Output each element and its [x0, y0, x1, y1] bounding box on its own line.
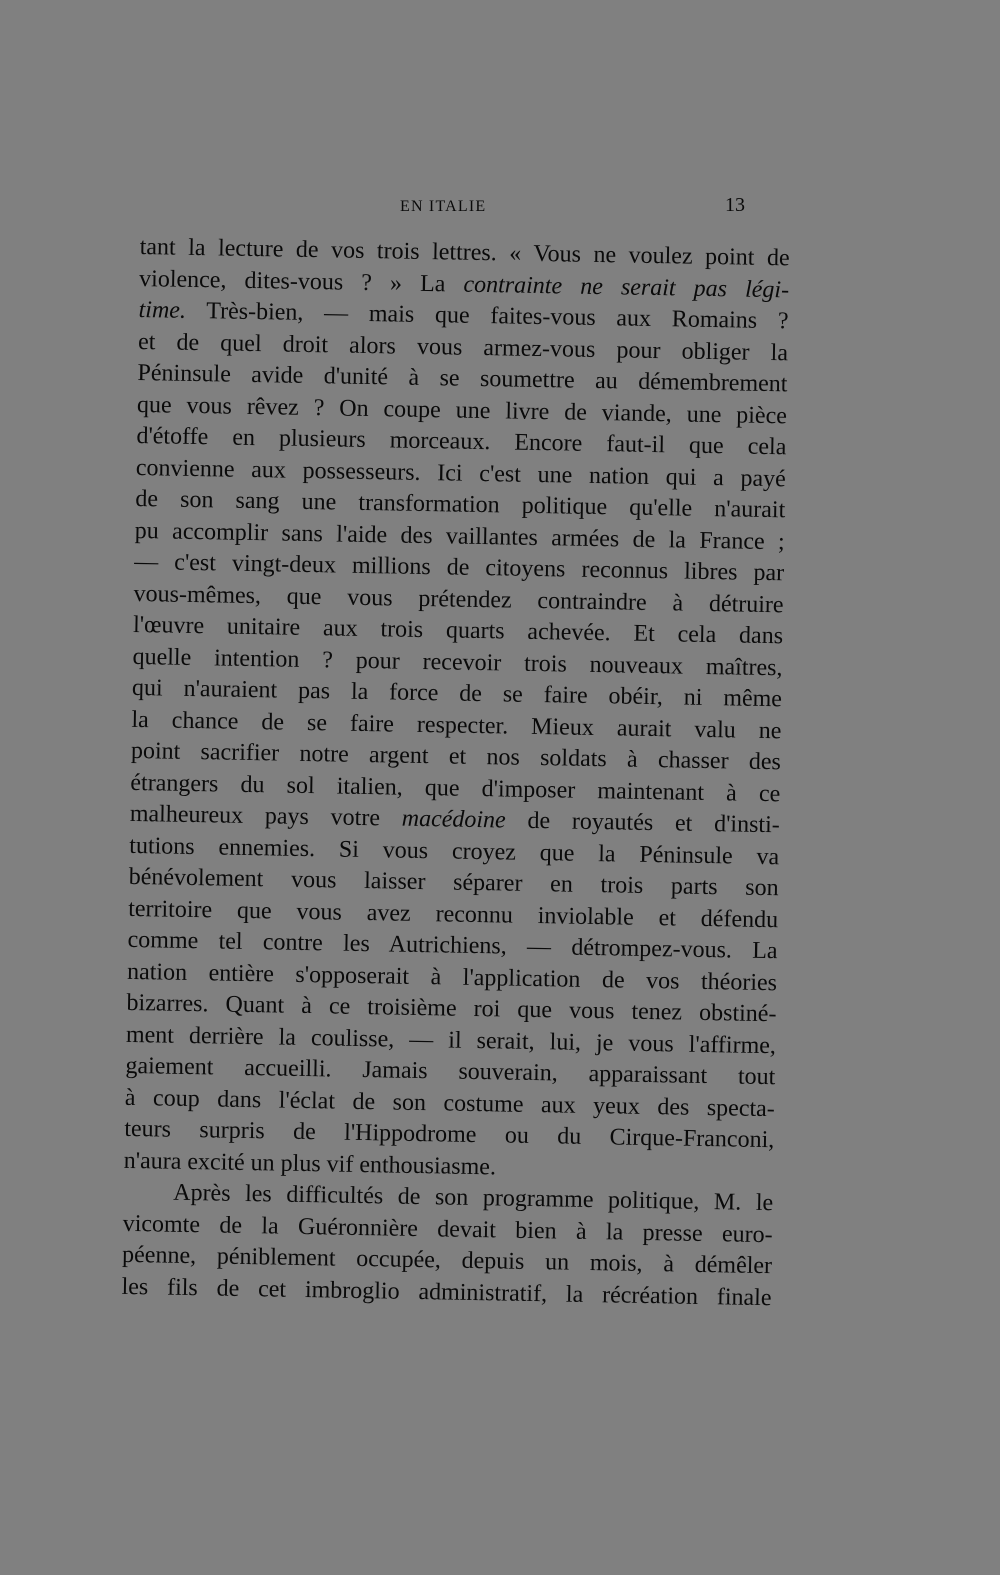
text-run: comme tel contre les Autrichiens, — détrompez-vous. La — [127, 926, 778, 965]
text-run: étrangers du sol italien, que d'imposer maintenant à ce — [130, 769, 781, 807]
text-run: pu accomplir sans l'aide des vaillantes armées de la France ; — [134, 517, 785, 555]
text-run: Péninsule avide d'unité à se soumettre au démembrement — [137, 359, 788, 398]
running-head — [145, 196, 745, 220]
text-run: Très-bien, — mais que faites-vous aux Romains ? — [185, 297, 789, 335]
text-run: péenne, péniblement occupée, depuis un mois, à démêler — [121, 1241, 773, 1280]
text-run: territoire que vous avez reconnu inviolable et défendu — [127, 895, 779, 933]
text-run: bénévolement vous laisser séparer en trois parts son — [128, 863, 779, 902]
text-run: l'œuvre unitaire aux trois quarts achevée. Et cela dans — [132, 611, 784, 650]
text-run: ment derrière la coulisse, — il serait, lui, je vous l'affirme, — [125, 1021, 777, 1059]
text-run: malheureux pays votre — [129, 800, 402, 832]
text-run: de royautés et d'insti- — [505, 807, 780, 839]
body-text — [121, 232, 790, 1314]
running-title: EN ITALIE — [400, 198, 487, 215]
text-run: d'étoffe en plusieurs morceaux. Encore faut-il que cela — [136, 422, 787, 461]
text-run: quelle intention ? pour recevoir trois nouveaux maîtres, — [132, 643, 783, 681]
text-run: gaiement accueilli. Jamais souverain, apparaissant tout — [125, 1052, 776, 1091]
text-run: bizarres. Quant à ce troisième roi que vous tenez obstiné- — [126, 989, 777, 1028]
text-run: — c'est vingt-deux millions de citoyens reconnus libres par — [134, 548, 785, 587]
text-run: n'aura excité un plus vif enthousiasme. — [123, 1147, 497, 1180]
text-run: Après les difficultés de son programme politique, M. le — [173, 1179, 774, 1217]
text-run: à coup dans l'éclat de son costume aux yeux des specta- — [124, 1084, 776, 1122]
text-run: de son sang une transformation politique qu'elle n'aurait — [135, 485, 786, 524]
text-run: tant la lecture de vos trois lettres. « Vous ne voulez point de — [139, 233, 790, 272]
italic-phrase: macédoine — [401, 805, 506, 834]
text-run: vous-mêmes, que vous prétendez contraindre à détruire — [133, 580, 784, 618]
italic-phrase: contrainte ne serait pas légi- — [463, 271, 790, 303]
text-run: nation entière s'opposerait à l'application de vos théories — [126, 958, 778, 996]
text-run: teurs surpris de l'Hippodrome ou du Cirque-Franconi, — [124, 1115, 775, 1154]
text-run: point sacrifier notre argent et nos soldats à chasser des — [130, 737, 782, 776]
text-run: tutions ennemies. Si vous croyez que la Péninsule va — [129, 832, 780, 870]
text-run: les fils de cet imbroglio administratif, la récréation finale — [121, 1273, 772, 1311]
text-run: la chance de se faire respecter. Mieux aurait valu ne — [131, 706, 782, 744]
page-number: 13 — [725, 194, 745, 216]
text-run: qui n'auraient pas la force de se faire obéir, ni même — [131, 674, 783, 713]
text-run: violence, dites-vous ? » La — [138, 265, 464, 298]
text-run: que vous rêvez ? On coupe une livre de viande, une pièce — [136, 391, 788, 429]
text-run: et de quel droit alors vous armez-vous pour obliger la — [137, 328, 789, 366]
text-run: convienne aux possesseurs. Ici c'est une nation qui a payé — [135, 454, 787, 492]
italic-phrase: time. — [138, 296, 187, 324]
text-run: vicomte de la Guéronnière devait bien à la presse euro- — [122, 1210, 773, 1248]
